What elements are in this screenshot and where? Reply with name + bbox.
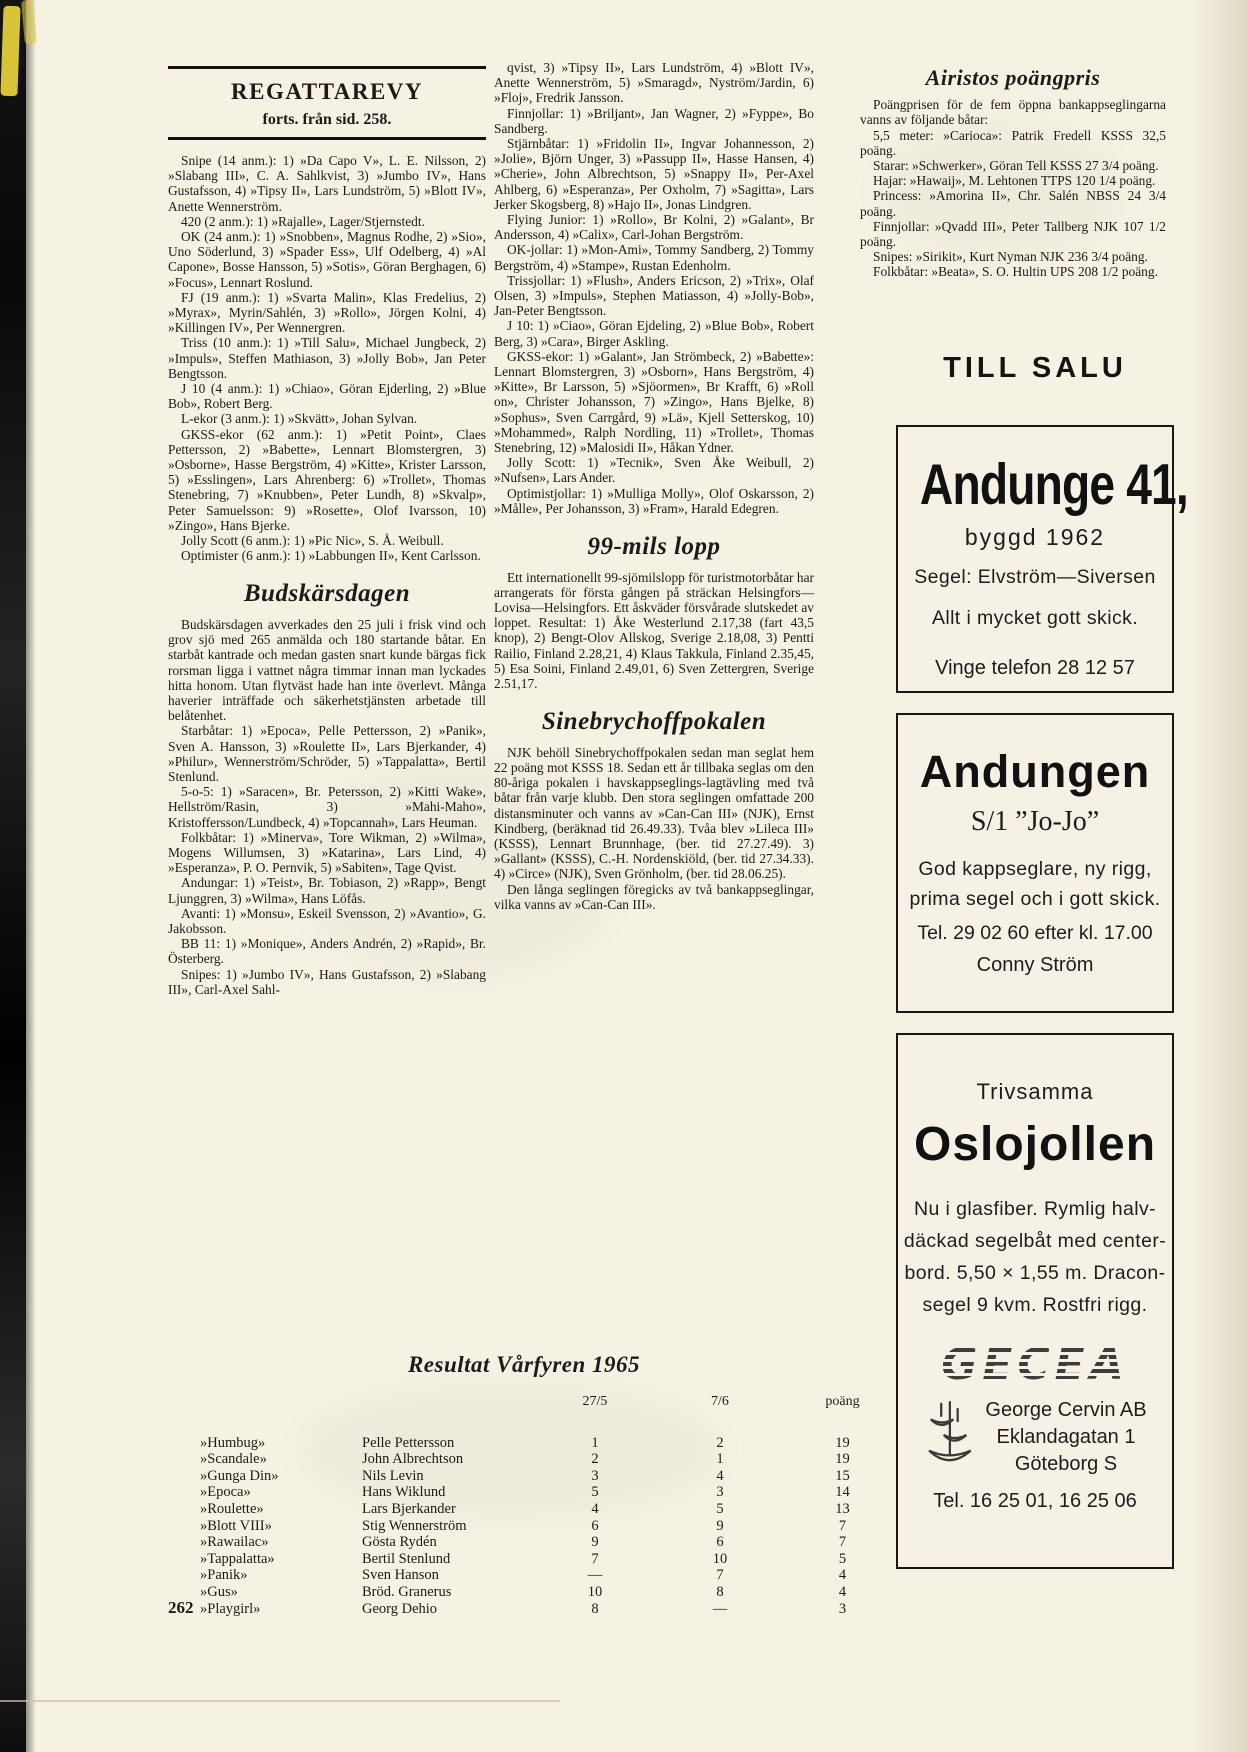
results-col-points: poäng — [825, 1394, 860, 1409]
results-title: Resultat Vårfyren 1965 — [407, 1352, 641, 1377]
ad-oslojollen — [896, 1033, 1174, 1569]
result-boat: »Scandale» — [200, 1451, 267, 1468]
paragraph: 5,5 meter: »Carioca»: Patrik Fredell KSSS 32,5 poäng. — [860, 127, 1166, 158]
result-points: 5 — [838, 1550, 847, 1567]
result-skipper: Stig Wennerström — [362, 1517, 467, 1534]
paragraph: Stjärnbåtar: 1) »Fridolin II», Ingvar Johannesson, 2) »Jolie», Björn Unger, 3) »Passupp II», Hasse Hansen, 4) »Cherie», John Albrechtson, 5) »Snappy II», Per-Axel Ahlberg, 6) »Esperanza», Per Oxholm, 7) »Sagitta», Lars Jerker Skogsberg, 8) »Hajo II», Jonas Lindgren. — [494, 136, 814, 212]
page-number: 262 — [168, 1598, 194, 1617]
result-points: 15 — [835, 1467, 850, 1484]
section-title-budskarsdagen: Budskärsdagen — [243, 580, 411, 608]
result-skipper: Gösta Rydén — [362, 1534, 437, 1551]
paragraph: Snipes: »Sirikit», Kurt Nyman NJK 236 3/4 poäng. — [873, 249, 1148, 265]
result-points: 7 — [838, 1517, 847, 1534]
ad-city: Göteborg S — [1014, 1453, 1118, 1475]
result-points: 19 — [835, 1434, 850, 1451]
paragraph: J 10: 1) »Ciao», Göran Ejdeling, 2) »Blue Bob», Robert Berg, 3) »Cara», Birger Askling. — [494, 318, 814, 349]
result-race2: 3 — [716, 1484, 724, 1501]
result-skipper: Bröd. Granerus — [362, 1583, 452, 1600]
paragraph: Finnjollar: 1) »Briljant», Jan Wagner, 2) »Fyppe», Bo Sandberg. — [494, 105, 814, 136]
scan-bottom-line — [0, 1700, 560, 1702]
paragraph: Andungar: 1) »Teist», Br. Tobiason, 2) »Rapp», Bengt Ljunggren, 3) »Wilma», Hans Löfås. — [168, 875, 486, 906]
result-skipper: John Albrechtson — [362, 1451, 464, 1468]
result-boat: »Panik» — [200, 1567, 248, 1584]
result-race2: 6 — [716, 1534, 724, 1551]
paragraph: Budskärsdagen avverkades den 25 juli i frisk vind och grov sjö med 265 anmälda och 180 startande båtar. En starbåt kantrade och medan gasten snart kunde bärgas fick rorsman ligga i vattnet några timmar innan man lyckades hitta honom. Utan flytväst hade han inte överlevt. Många haverier inträffade och säkerhetstjänsten arbetade till belåtenhet. — [168, 616, 486, 724]
ad-subheadline: byggd 1962 — [964, 524, 1106, 550]
result-race2: — — [712, 1600, 728, 1617]
ad-company: George Cervin AB — [985, 1399, 1147, 1421]
ad-text-line: Segel: Elvström—Siversen — [914, 566, 1156, 588]
result-points: 4 — [838, 1583, 847, 1600]
result-boat: »Roulette» — [200, 1500, 264, 1517]
result-race2: 7 — [716, 1567, 724, 1584]
ad-address-block — [985, 1397, 1146, 1478]
result-race1: 6 — [591, 1517, 599, 1534]
paragraph: NJK behöll Sinebrychoffpokalen sedan man seglat hem 22 poäng mot KSSS 18. Sedan ett år tillbaka seglas om den 80-åriga pokalen i havskappseglings-lagtävling med två båtar från varje klubb. Den stora seglingen omfattade 200 distansminuter och vanns av »Can-Can III» (NJK), Ernst Kindberg, (beräknad tid 26.49.33). Tvåa blev »Lileca III» (KSSS), Lennart Brunnhage, (ber. tid 27.27.49). 3) »Gallant» (KSSS), C.-H. Nordenskiöld, (ber. tid 27.34.33). 4) »Circe» (NJK), Sven Grönholm, (ber. tid 28.06.25). — [494, 744, 814, 882]
ad-text-line: däckad segelbåt med center- — [903, 1230, 1167, 1252]
column-middle — [494, 60, 814, 912]
paragraph: Flying Junior: 1) »Rollo», Br Kolni, 2) »Galant», Br Andersson, 4) »Calix», Carl-Johan Bergström. — [494, 212, 814, 243]
ad-phone: Vinge telefon 28 12 57 — [935, 657, 1135, 679]
paragraph: Finnjollar: »Qvadd III», Peter Tallberg NJK 107 1/2 poäng. — [860, 218, 1166, 250]
result-race2: 5 — [716, 1500, 724, 1517]
paragraph: 5-o-5: 1) »Saracen», Br. Petersson, 2) »Kitti Wake», Hellström/Rasin, 3) »Mahi-Maho», Kristoffersson/Lundbeck, 4) »Topcannah», Lars Heuman. — [168, 784, 486, 830]
paragraph: Snipe (14 anm.): 1) »Da Capo V», L. E. Nilsson, 2) »Slabang III», C. A. Sahlkvist, 3) »Jumbo IV», Hans Gustafsson, 4) »Tipsy II», Lars Lundström, 5) »Blott IV», Anette Wennerström. — [168, 153, 486, 214]
paragraph: OK (24 anm.): 1) »Snobben», Magnus Rodhe, 2) »Sio», Uno Söderlund, 3) »Spader Ess», Ulf Odelberg, 4) »Al Capone», Bosse Hansson, 5) »Sotis», Göran Berghagen, 6) »Focus», Lennart Roslund. — [168, 229, 486, 290]
sailboat-logo-icon — [923, 1397, 975, 1478]
ad-headline: Oslojollen — [913, 1118, 1157, 1171]
section-title-99mils: 99-mils lopp — [587, 533, 721, 561]
paragraph: Den långa seglingen föregicks av två bankappseglingar, vilka vanns av »Can-Can III». — [494, 881, 814, 912]
paragraph: J 10 (4 anm.): 1) »Chiao», Göran Ejderling, 2) »Blue Bob», Robert Berg. — [168, 381, 486, 412]
result-race1: 5 — [591, 1484, 599, 1501]
result-boat: »Epoca» — [200, 1484, 251, 1501]
paragraph: 420 (2 anm.): 1) »Rajalle», Lager/Stjernstedt. — [181, 213, 425, 229]
paragraph: GKSS-ekor: 1) »Galant», Jan Strömbeck, 2) »Babette»: Lennart Blomstergren, 3) »Osborn», Hans Bergström, 4) »Kitte», Br Larsson, 5) »Sjöormen», Br Krafft, 6) »Roll on», Christer Johansson, 7) »Zingo», Hans Bjelke, 8) »Sophus», Sven Carrgård, 9) »Lä», Kjell Setterskog, 10) »Mohammed», Ralph Nordling, 11) »Trollet», Thomas Stenebring, 12) »Malosidi II», Håkan Ydner. — [494, 348, 814, 456]
result-points: 3 — [838, 1600, 847, 1617]
result-race1: — — [587, 1567, 603, 1584]
result-race1: 3 — [591, 1467, 599, 1484]
result-skipper: Nils Levin — [362, 1467, 424, 1484]
ad-text-line: Allt i mycket gott skick. — [931, 607, 1139, 629]
paragraph: Hajar: »Hawaij», M. Lehtonen TTPS 120 1/4 poäng. — [873, 173, 1156, 189]
regattarevy-header — [168, 66, 486, 140]
paragraph: Jolly Scott (6 anm.): 1) »Pic Nic», S. Å. Weibull. — [181, 533, 444, 549]
paragraph: Avanti: 1) »Monsu», Eskeil Svensson, 2) »Avantio», G. Jakobsson. — [168, 905, 486, 937]
ad-andunge-41 — [896, 425, 1188, 693]
gecea-logo: GECEA — [898, 1343, 1172, 1387]
ad-address: Eklandagatan 1 — [996, 1426, 1136, 1448]
paragraph: L-ekor (3 anm.): 1) »Skvätt», Johan Sylvan. — [181, 411, 418, 427]
paragraph: Starar: »Schwerker», Göran Tell KSSS 27 3/4 poäng. — [873, 158, 1159, 173]
result-race2: 2 — [716, 1434, 724, 1451]
result-boat: »Gunga Din» — [200, 1467, 279, 1484]
section-title-sinebrychoff: Sinebrychoffpokalen — [541, 708, 767, 736]
ad-text-line: God kappseglare, ny rigg, — [918, 858, 1152, 880]
section-title-airistos: Airistos poängpris — [925, 65, 1101, 90]
paragraph: qvist, 3) »Tipsy II», Lars Lundström, 4) »Blott IV», Anette Wennerström, 5) »Smaragd», Nyström/Jardin, 6) »Floj», Fredrik Jansson. — [494, 60, 814, 106]
paragraph: GKSS-ekor (62 anm.): 1) »Petit Point», Claes Pettersson, 2) »Babette», Lennart Blomstergren, 3) »Osborne», Hasse Bergström, 4) »Kitte», Krister Larsson, 5) »Esslingen», Lars Ahrenberg: 6) »Trollet», Thomas Stenebring, 7) »Knubben», Peter Lundh, 8) »Skvalp», Peter Samuelsson: 9) »Rosette», Olof Ivarsson, 10) »Zingo», Hans Bjerke. — [168, 426, 486, 533]
result-boat: »Tappalatta» — [200, 1550, 275, 1567]
sinebrychoff-paragraphs — [494, 745, 814, 912]
regattarevy-paragraphs-continued — [494, 60, 814, 516]
result-boat: »Blott VIII» — [200, 1517, 272, 1534]
result-race1: 8 — [591, 1600, 599, 1617]
result-race2: 9 — [716, 1517, 724, 1534]
paragraph: Ett internationellt 99-sjömilslopp för turistmotorbåtar har arrangerats för första gången på sträckan Helsingfors—Lovisa—Helsingfors. Ett åskväder försvårade slutskedet av loppet. Resultat: 1) Åke Westerlund 2.17,38 (fart 43,5 knop), 2) Bengt-Olov Allskog, Sverige 2.18,08, 3) Pentti Railio, Finland 2.28,21, 4) Klaus Takkula, Finland 2.35,45, 5) Esa Soini, Finland 2.49,01, 6) Sven Zettergren, Sverige 2.51,17. — [494, 569, 814, 692]
paragraph: Poängprisen för de fem öppna bankappseglingarna vanns av följande båtar: — [860, 97, 1166, 128]
column-left — [168, 66, 486, 997]
results-col-date1: 27/5 — [582, 1394, 608, 1409]
ad-andungen-jojo — [896, 713, 1174, 1013]
result-skipper: Lars Bjerkander — [362, 1500, 456, 1517]
paragraph: Folkbåtar: 1) »Minerva», Tore Wikman, 2) »Wilma», Mogens Willumsen, 3) »Katarina», Lars Lind, 4) »Esperanza», P. O. Pernvik, 5) »Sabiten», Tage Qvist. — [168, 829, 486, 876]
result-race1: 10 — [587, 1583, 603, 1600]
scan-binding-edge — [0, 0, 26, 1752]
result-points: 7 — [838, 1534, 847, 1551]
paragraph: BB 11: 1) »Monique», Anders Andrén, 2) »Rapid», Br. Österberg. — [168, 936, 486, 967]
result-race1: 1 — [591, 1434, 599, 1451]
paragraph: OK-jollar: 1) »Mon-Ami», Tommy Sandberg, 2) Tommy Bergström, 4) »Stampe», Rustan Edenholm. — [494, 242, 814, 273]
airistos-paragraphs — [860, 97, 1166, 279]
paragraph: Princess: »Amorina II», Chr. Salén NBSS 24 3/4 poäng. — [860, 188, 1166, 219]
paragraph: Triss (10 anm.): 1) »Till Salu», Michael Jungbeck, 2) »Impuls», Steffen Mathiason, 3) »Jolly Bob», Jan Peter Bengtsson. — [168, 335, 486, 381]
article-title: REGATTAREVY — [231, 79, 423, 104]
result-race1: 4 — [591, 1500, 599, 1517]
budskarsdagen-paragraphs — [168, 617, 486, 997]
results-varfyren-table — [168, 1352, 880, 1617]
result-skipper: Bertil Stenlund — [362, 1550, 451, 1567]
result-skipper: Hans Wiklund — [362, 1484, 446, 1501]
paragraph: Optimister (6 anm.): 1) »Labbungen II», Kent Carlsson. — [181, 548, 481, 564]
paragraph: Snipes: 1) »Jumbo IV», Hans Gustafsson, 2) »Slabang III», Carl-Axel Sahl- — [168, 966, 486, 997]
ad-headline: Andunge 41, — [919, 451, 1188, 517]
result-skipper: Sven Hanson — [362, 1567, 439, 1584]
result-skipper: Pelle Pettersson — [362, 1434, 455, 1451]
ad-text-line: prima segel och i gott skick. — [909, 888, 1161, 910]
result-points: 14 — [835, 1484, 850, 1501]
ad-subheadline: S/1 ”Jo-Jo” — [970, 806, 1100, 837]
result-boat: »Gus» — [200, 1583, 238, 1600]
result-boat: »Playgirl» — [200, 1600, 261, 1617]
paragraph: Starbåtar: 1) »Epoca», Pelle Pettersson, 2) »Panik», Sven A. Hansson, 3) »Roulette II», Lars Bjerkander, 4) »Philur», Wennerström/Schröder, 5) »Tappalatta», Bertil Stenlund. — [168, 723, 486, 785]
ad-kicker: Trivsamma — [976, 1079, 1094, 1104]
result-race1: 7 — [591, 1550, 599, 1567]
results-col-date2: 7/6 — [711, 1394, 729, 1409]
result-race1: 9 — [591, 1534, 599, 1551]
scan-yellow-mark — [0, 6, 20, 97]
paragraph: FJ (19 anm.): 1) »Svarta Malin», Klas Fredelius, 2) »Myrax», Myrin/Sahlén, 3) »Rollo», Jörgen Kolni, 4) »Killingen IV», Per Wennergren. — [168, 289, 486, 336]
ad-phone: Tel. 29 02 60 efter kl. 17.00 — [917, 922, 1153, 944]
result-boat: »Rawailac» — [200, 1534, 269, 1551]
ad-text-line: Nu i glasfiber. Rymlig halv- — [913, 1198, 1157, 1220]
99mils-paragraphs — [494, 570, 814, 692]
paragraph: Jolly Scott: 1) »Tecnik», Sven Åke Weibull, 2) »Nufsen», Lars Ander. — [494, 455, 814, 486]
results-header-row — [200, 1394, 880, 1419]
result-race2: 1 — [716, 1451, 724, 1468]
ad-phone: Tel. 16 25 01, 16 25 06 — [933, 1490, 1137, 1512]
result-skipper: Georg Dehio — [362, 1600, 438, 1617]
result-points: 19 — [835, 1451, 850, 1468]
ad-text-line: bord. 5,50 × 1,55 m. Dracon- — [904, 1262, 1166, 1284]
article-subtitle: forts. från sid. 258. — [262, 111, 392, 128]
scan-edge-shadow — [26, 0, 36, 1752]
regattarevy-paragraphs — [168, 153, 486, 563]
result-race2: 8 — [716, 1583, 724, 1600]
results-rows — [200, 1435, 880, 1618]
result-boat: »Humbug» — [200, 1434, 266, 1451]
ad-contact-name: Conny Ström — [976, 954, 1094, 976]
ad-headline: Andungen — [919, 746, 1151, 797]
paragraph: Optimistjollar: 1) »Mulliga Molly», Olof Oskarsson, 2) »Målle», Per Johansson, 3) »Fram», Harald Edegren. — [494, 485, 814, 516]
result-race2: 4 — [716, 1467, 724, 1484]
ad-text-line: segel 9 kvm. Rostfri rigg. — [922, 1294, 1148, 1316]
result-points: 13 — [835, 1500, 850, 1517]
result-points: 4 — [838, 1567, 847, 1584]
paragraph: Folkbåtar: »Beata», S. O. Hultin UPS 208 1/2 poäng. — [873, 264, 1158, 280]
paragraph: Trissjollar: 1) »Flush», Anders Ericson, 2) »Trix», Olaf Olsen, 3) »Impuls», Stephen Matiasson, 4) »Jolly-Bob», Jan-Peter Bengtsson. — [494, 272, 814, 319]
classifieds-section — [896, 352, 1188, 1569]
result-race1: 2 — [591, 1451, 599, 1468]
till-salu-heading: TILL SALU — [943, 352, 1127, 384]
column-right — [860, 64, 1166, 280]
result-race2: 10 — [712, 1550, 728, 1567]
page-right-edge — [1192, 0, 1248, 1752]
